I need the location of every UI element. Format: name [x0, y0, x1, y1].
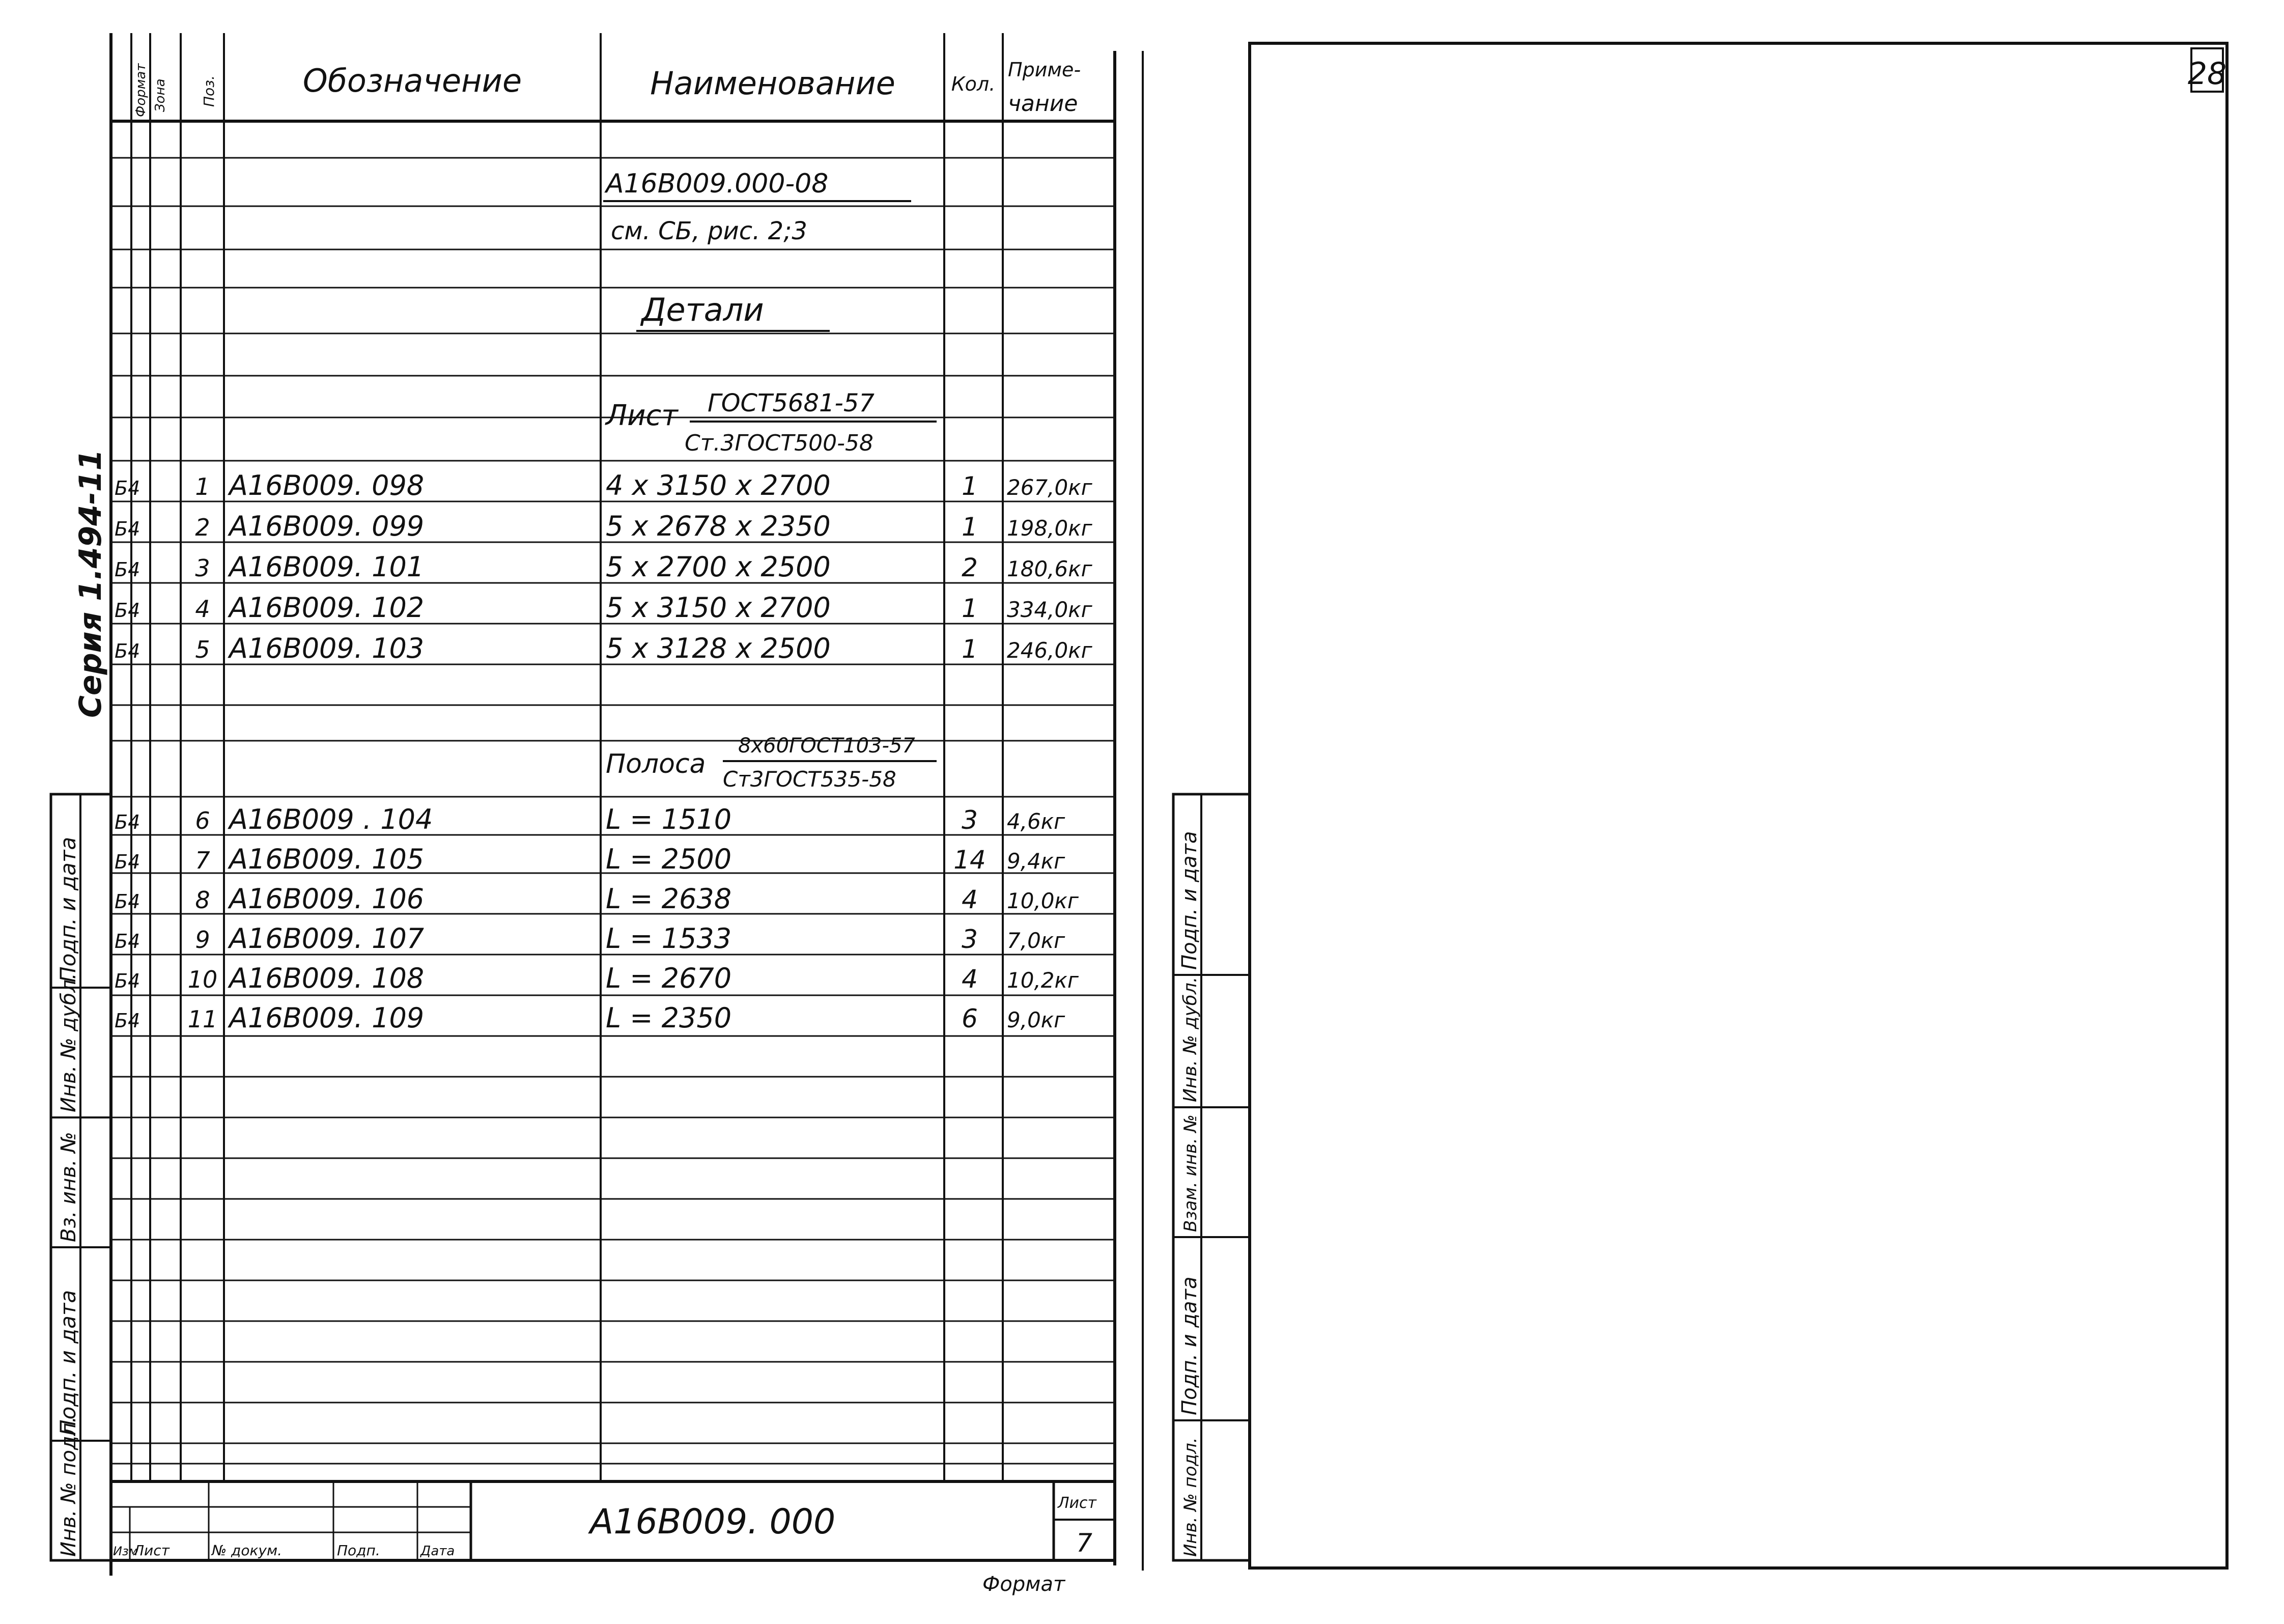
tb-sheet-no: 7 [1076, 1528, 1092, 1558]
row-designation: А16В009. 108 [229, 962, 425, 994]
tb-designation: А16В009. 000 [589, 1502, 836, 1542]
row-format: Б4 [115, 518, 140, 540]
row-format: Б4 [115, 558, 140, 581]
row-note: 10,0кг [1007, 888, 1079, 913]
row-format: Б4 [115, 599, 140, 622]
row-format: Б4 [115, 1010, 140, 1032]
left-stamp-orig-inv: Инв. № подл. [57, 1416, 80, 1557]
sheet-material-line1: ГОСТ5681-57 [708, 389, 875, 417]
row-pos: 8 [195, 886, 210, 914]
tb-col-sign: Подп. [337, 1542, 380, 1559]
row-designation: А16В009. 101 [229, 551, 425, 583]
row-name: 5 х 3128 х 2500 [606, 632, 831, 664]
row-note: 334,0кг [1007, 597, 1092, 622]
assembly-code: А16В009.000-08 [606, 169, 829, 199]
right-page [1173, 43, 2227, 1568]
tb-col-list: Лист [133, 1542, 170, 1559]
row-qty: 3 [962, 925, 978, 954]
section-title: Детали [641, 291, 764, 328]
row-note: 10,2кг [1007, 968, 1079, 993]
row-name: L = 2350 [606, 1002, 732, 1034]
row-qty: 1 [962, 471, 978, 501]
header-zone: Зона [153, 78, 168, 112]
row-name: L = 2670 [606, 962, 732, 994]
row-pos: 6 [195, 807, 210, 834]
row-note: 267,0кг [1007, 475, 1092, 500]
table-row [115, 469, 1093, 501]
row-format: Б4 [115, 640, 140, 662]
row-pos: 10 [187, 966, 218, 993]
row-qty: 3 [962, 805, 978, 835]
row-designation: А16В009. 099 [229, 510, 425, 542]
assembly-ref: см. СБ, рис. 2;3 [611, 217, 807, 245]
row-name: L = 1510 [606, 803, 732, 835]
tb-col-doc: № докум. [212, 1542, 283, 1559]
row-format: Б4 [115, 811, 140, 833]
row-qty: 1 [962, 512, 978, 542]
row-qty: 14 [953, 845, 986, 875]
sheet-items [115, 469, 1093, 664]
row-note: 246,0кг [1007, 638, 1092, 663]
row-name: 5 х 2678 х 2350 [606, 510, 831, 542]
row-note: 198,0кг [1007, 516, 1092, 541]
row-pos: 2 [195, 514, 210, 541]
tb-col-date: Дата [420, 1544, 455, 1559]
row-designation: А16В009. 103 [229, 632, 425, 664]
right-stamp [1173, 794, 1250, 1560]
row-note: 7,0кг [1007, 928, 1065, 953]
sheet-material-line2: Ст.3ГОСТ500-58 [685, 430, 873, 456]
row-format: Б4 [115, 851, 140, 873]
header-pos: Поз. [201, 75, 217, 107]
row-pos: 5 [195, 636, 210, 663]
table-row [115, 883, 1079, 915]
table-row [115, 803, 1065, 835]
row-qty: 6 [962, 1004, 978, 1033]
header-note-2: чание [1008, 91, 1078, 117]
row-pos: 7 [195, 847, 210, 874]
row-designation: А16В009. 107 [229, 922, 425, 955]
tb-sheet-label: Лист [1058, 1494, 1097, 1512]
row-format: Б4 [115, 970, 140, 992]
row-designation: А16В009. 106 [229, 883, 425, 915]
left-stamp-replace-inv: Вз. инв. № [57, 1132, 80, 1242]
row-pos: 9 [195, 926, 210, 954]
row-note: 4,6кг [1007, 809, 1065, 834]
row-name: 5 х 2700 х 2500 [606, 551, 831, 583]
row-designation: А16В009. 105 [229, 843, 425, 875]
left-stamp-sign-date-2: Подп. и дата [55, 1290, 80, 1436]
header-note-1: Приме- [1008, 59, 1081, 81]
row-note: 9,4кг [1007, 849, 1065, 874]
table-row [115, 1002, 1065, 1034]
row-name: L = 2638 [606, 883, 732, 915]
left-page [51, 33, 1115, 1596]
row-designation: А16В009. 102 [229, 592, 425, 624]
table-row [115, 592, 1093, 624]
sheet-material-label: Лист [606, 399, 678, 432]
right-stamp-orig-inv: Инв. № подл. [1180, 1437, 1201, 1557]
left-stamp-sign-date-1: Подп. и дата [55, 836, 80, 983]
row-qty: 1 [962, 594, 978, 623]
table-row [115, 551, 1093, 583]
row-note: 180,6кг [1007, 556, 1092, 581]
row-name: L = 2500 [606, 843, 732, 875]
row-name: 4 х 3150 х 2700 [606, 469, 831, 501]
row-designation: А16В009. 109 [229, 1002, 425, 1034]
header-qty: Кол. [951, 73, 996, 95]
row-qty: 1 [962, 634, 978, 664]
strip-material-label: Полоса [606, 749, 706, 779]
row-name: 5 х 3150 х 2700 [606, 592, 831, 624]
strip-material-line2: Ст3ГОСТ535-58 [723, 767, 896, 792]
strip-items [115, 803, 1079, 1034]
table-row [115, 843, 1065, 875]
row-designation: А16В009 . 104 [229, 803, 433, 835]
tb-col-izm: Изм [113, 1544, 138, 1558]
right-stamp-replace-inv: Взам. инв. № [1180, 1114, 1201, 1232]
table-row [115, 510, 1093, 542]
header-designation: Обозначение [302, 62, 522, 99]
row-name: L = 1533 [606, 922, 732, 955]
row-pos: 3 [195, 554, 210, 582]
right-stamp-sign-date-1: Подп. и дата [1178, 831, 1201, 970]
table-row [115, 962, 1079, 994]
row-qty: 4 [962, 964, 978, 994]
table-row [115, 632, 1093, 664]
row-designation: А16В009. 098 [229, 469, 425, 501]
row-qty: 2 [962, 553, 978, 582]
page-number: 28 [2187, 56, 2227, 92]
row-format: Б4 [115, 477, 140, 499]
left-stamp-dup-inv: Инв. № дубл. [57, 973, 80, 1112]
series-label: Серия 1.494-11 [73, 449, 108, 718]
header-format: Формат [133, 63, 149, 117]
title-block [111, 1481, 1115, 1560]
row-pos: 1 [195, 473, 210, 500]
header-name: Наименование [650, 65, 895, 102]
row-pos: 4 [195, 595, 210, 623]
row-qty: 4 [962, 885, 978, 914]
right-page-frame [1250, 43, 2227, 1568]
format-label: Формат [982, 1573, 1065, 1596]
row-note: 9,0кг [1007, 1007, 1065, 1032]
left-stamp [51, 794, 111, 1560]
right-stamp-sign-date-2: Подп. и дата [1178, 1276, 1201, 1415]
row-format: Б4 [115, 890, 140, 913]
strip-material-line1: 8х60ГОСТ103-57 [738, 734, 915, 758]
right-stamp-dup-inv: Инв. № дубл. [1180, 976, 1201, 1102]
row-format: Б4 [115, 930, 140, 953]
row-pos: 11 [187, 1005, 218, 1033]
table-row [115, 922, 1065, 955]
